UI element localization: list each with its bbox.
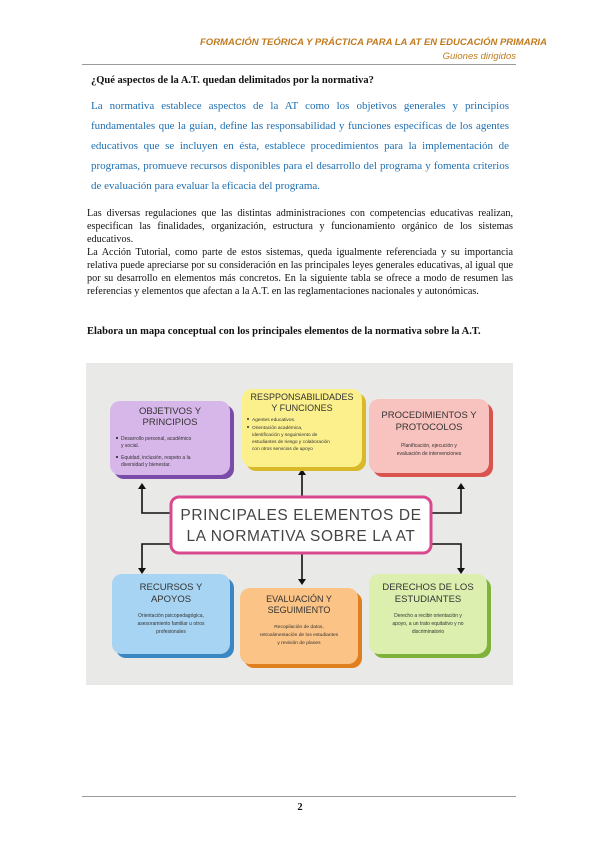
objetivos-bullet-2b: diversidad y bienestar. bbox=[121, 462, 171, 468]
responsabilidades-bullet-2d: con otros servicios de apoyo bbox=[252, 447, 313, 452]
answer-paragraph: La normativa establece aspectos de la AT como los objetivos generales y principios fundamentales que la guían, define las responsabilidad y funciones específicas de los agentes educativos que se incluyen en ésta, establece procedimientos para la implementación de programas, promueve recursos disponibles para el desarrollo del programa y fomenta criterios de evaluación para evaluar la eficacia del programa. bbox=[91, 100, 509, 192]
node-objetivos bbox=[110, 401, 234, 479]
node-recursos bbox=[112, 574, 234, 658]
objetivos-bullet-1b: y social. bbox=[121, 443, 140, 449]
procedimientos-title-1: PROCEDIMIENTOS Y bbox=[381, 410, 477, 421]
body-text bbox=[87, 207, 513, 298]
instruction-text: Elabora un mapa conceptual con los principales elementos de la normativa sobre la A.T. bbox=[87, 326, 481, 337]
procedimientos-text-1: Planificación, ejecución y bbox=[401, 443, 457, 449]
central-node bbox=[171, 497, 431, 553]
central-title-line2: LA NORMATIVA SOBRE LA AT bbox=[186, 528, 416, 545]
derechos-title-2: ESTUDIANTES bbox=[394, 594, 462, 605]
derechos-text-3: discriminatorio bbox=[411, 629, 445, 635]
derechos-text-2: apoyo, a un trato equitativo y no bbox=[392, 621, 464, 627]
derechos-title-1: DERECHOS DE LOS bbox=[382, 582, 474, 593]
evaluacion-title-1: EVALUACIÓN Y bbox=[266, 594, 332, 604]
objetivos-title-1: OBJETIVOS Y bbox=[138, 406, 202, 417]
objetivos-bullet-1: Desarrollo personal, académico bbox=[121, 436, 192, 442]
responsabilidades-title-1: RESPPONSABILIDADES bbox=[250, 392, 354, 402]
header-subtitle: Guiones dirigidos bbox=[442, 51, 516, 62]
page-number: 2 bbox=[297, 802, 303, 813]
recursos-title-1: RECURSOS Y bbox=[139, 582, 203, 593]
evaluacion-text-2: retroalimentación de los estudiantes bbox=[259, 633, 339, 638]
footer-divider bbox=[82, 796, 516, 797]
evaluacion-text-3: y revisión de planes bbox=[277, 641, 321, 646]
recursos-title-2: APOYOS bbox=[150, 594, 192, 605]
recursos-text-2: asesoramiento familiar u otros bbox=[137, 621, 205, 627]
responsabilidades-bullet-2b: identificación y seguimiento de bbox=[252, 433, 318, 438]
evaluacion-title-2: SEGUIMIENTO bbox=[267, 605, 331, 615]
concept-map bbox=[86, 363, 513, 685]
question-heading: ¿Qué aspectos de la A.T. quedan delimitados por la normativa? bbox=[91, 75, 374, 86]
body-paragraph-2: La Acción Tutorial, como parte de estos sistemas, queda igualmente referenciada y su importancia relativa puede apreciarse por su consideración en las principales leyes generales educativas, al igual que por su desarrollo en elementos más concretos. En la siguiente tabla se ofrece a modo de resumen las referencias y elementos que afectan a la A.T. en las reglamentaciones nacionales y autonómicas. bbox=[87, 247, 513, 297]
header-divider bbox=[82, 64, 516, 65]
objetivos-title-2: PRINCIPIOS bbox=[142, 417, 198, 428]
node-evaluacion bbox=[240, 588, 362, 668]
recursos-text-3: profesionales bbox=[156, 629, 186, 635]
objetivos-bullet-2: Equidad, inclusión, respeto a la bbox=[121, 455, 191, 461]
node-derechos bbox=[369, 574, 491, 658]
responsabilidades-title-2: Y FUNCIONES bbox=[271, 403, 333, 413]
procedimientos-text-2: evaluación de intervenciones bbox=[396, 451, 462, 457]
responsabilidades-bullet-2: Orientación académica, bbox=[252, 426, 303, 431]
evaluacion-text-1: Recopilación de datos, bbox=[274, 625, 324, 630]
node-responsabilidades bbox=[242, 389, 366, 471]
responsabilidades-bullet-2c: estudiantes de riesgo y colaboración bbox=[252, 440, 330, 445]
derechos-text-1: Derecho a recibir orientación y bbox=[394, 613, 462, 619]
header-title: FORMACIÓN TEÓRICA Y PRÁCTICA PARA LA AT EN EDUCACIÓN PRIMARIA bbox=[200, 37, 547, 48]
responsabilidades-bullet-1: Agentes educativos. bbox=[252, 418, 296, 423]
node-procedimientos bbox=[369, 399, 493, 477]
central-title-line1: PRINCIPALES ELEMENTOS DE bbox=[180, 507, 422, 524]
procedimientos-title-2: PROTOCOLOS bbox=[395, 422, 463, 433]
body-paragraph-1: Las diversas regulaciones que las distintas administraciones con competencias educativas realizan, especifican las finalidades, organización, estructura y funcionamiento orgánico de los sistemas educativos. bbox=[87, 208, 513, 245]
recursos-text-1: Orientación psicopedagógica, bbox=[138, 613, 204, 619]
